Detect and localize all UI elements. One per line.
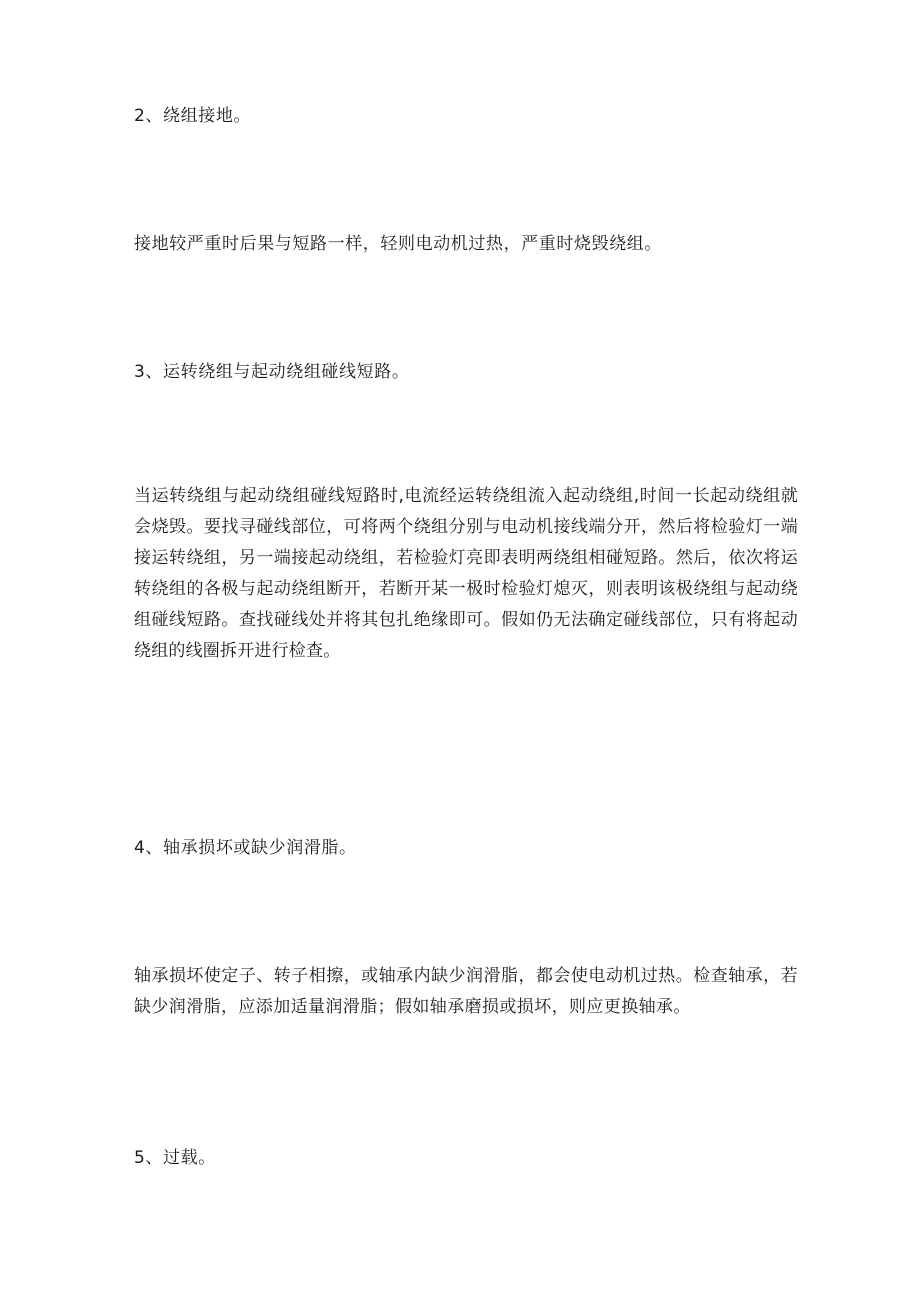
section-heading-bearing-damage: 4、轴承损坏或缺少润滑脂。: [134, 838, 357, 858]
paragraph-bearing-inspection: 轴承损坏使定子、转子相擦，或轴承内缺少润滑脂，都会使电动机过热。检查轴承，若缺少润滑脂，应添加适量润滑脂；假如轴承磨损或损坏，则应更换轴承。: [134, 966, 798, 1017]
section-heading-overload: 5、过载。: [134, 1148, 216, 1168]
section-heading-winding-short-circuit: 3、运转绕组与起动绕组碰线短路。: [134, 362, 410, 382]
section-heading-winding-grounding: 2、绕组接地。: [134, 106, 252, 126]
paragraph-grounding-effects: 接地较严重时后果与短路一样，轻则电动机过热，严重时烧毁绕组。: [134, 234, 662, 254]
paragraph-short-circuit-diagnosis: 当运转绕组与起动绕组碰线短路时,电流经运转绕组流入起动绕组,时间一长起动绕组就会烧毁。要找寻碰线部位，可将两个绕组分别与电动机接线端分开，然后将检验灯一端接运转绕组，另一端接起动绕组，若检验灯亮即表明两绕组相碰短路。然后，依次将运转绕组的各极与起动绕组断开，若断开某一极时检验灯熄灭，则表明该极绕组与起动绕组碰线短路。查找碰线处并将其包扎绝缘即可。假如仍无法确定碰线部位，只有将起动绕组的线圈拆开进行检查。: [134, 486, 798, 661]
